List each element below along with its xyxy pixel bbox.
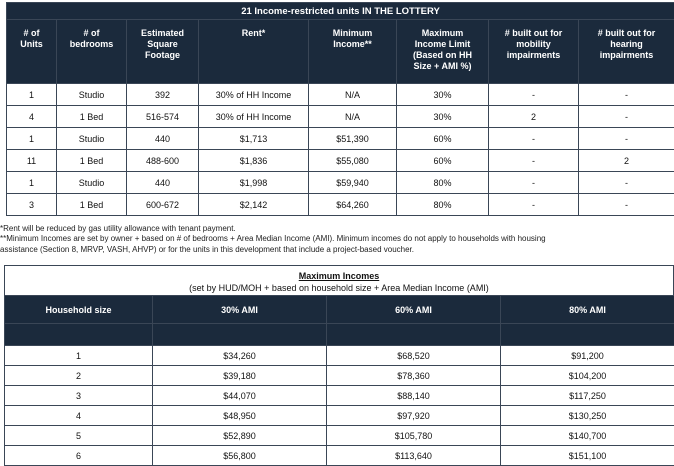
- lottery-header-6: # built out for mobility impairments: [489, 20, 579, 84]
- table-cell: $51,390: [309, 128, 397, 150]
- table-row: [5, 366, 674, 386]
- table-cell: $39,180: [153, 366, 327, 386]
- table-cell: $55,080: [309, 150, 397, 172]
- table-cell: 1: [7, 172, 57, 194]
- income-header-0: Household size: [5, 296, 153, 324]
- table-cell: 1 Bed: [57, 194, 127, 216]
- table-cell: $151,100: [501, 446, 674, 466]
- table-cell: -: [489, 172, 579, 194]
- table-row: [5, 406, 674, 426]
- table-cell: 4: [5, 406, 153, 426]
- table-cell: 2: [5, 366, 153, 386]
- table-cell: 440: [127, 172, 199, 194]
- lottery-table-title: 21 Income-restricted units IN THE LOTTERY: [7, 3, 674, 20]
- table-cell: $1,998: [199, 172, 309, 194]
- lottery-header-4: Minimum Income**: [309, 20, 397, 84]
- table-cell: 6: [5, 446, 153, 466]
- table-cell: $117,250: [501, 386, 674, 406]
- table-row: [7, 150, 674, 172]
- table-cell: $97,920: [327, 406, 501, 426]
- table-cell: 30% of HH Income: [199, 106, 309, 128]
- table-cell: 30%: [397, 106, 489, 128]
- table-row: [7, 128, 674, 150]
- table-row: [7, 172, 674, 194]
- table-cell: $104,200: [501, 366, 674, 386]
- table-cell: $56,800: [153, 446, 327, 466]
- table-cell: 392: [127, 84, 199, 106]
- table-cell: -: [489, 150, 579, 172]
- table-cell: 600-672: [127, 194, 199, 216]
- lottery-header-2: Estimated Square Footage: [127, 20, 199, 84]
- table-cell: 60%: [397, 150, 489, 172]
- lottery-header-1: # of bedrooms: [57, 20, 127, 84]
- table-cell: -: [579, 106, 674, 128]
- table-cell: 11: [7, 150, 57, 172]
- footnote-min-income-2: assistance (Section 8, MRVP, VASH, AHVP) or for the units in this development that include a project-based voucher.: [0, 245, 674, 255]
- table-cell: 5: [5, 426, 153, 446]
- table-cell: $140,700: [501, 426, 674, 446]
- table-cell: $130,250: [501, 406, 674, 426]
- table-cell: N/A: [309, 84, 397, 106]
- table-cell: -: [489, 128, 579, 150]
- footnotes: [0, 224, 674, 255]
- table-cell: $1,713: [199, 128, 309, 150]
- table-cell: $34,260: [153, 346, 327, 366]
- table-cell: 1 Bed: [57, 150, 127, 172]
- table-cell: N/A: [309, 106, 397, 128]
- table-cell: $64,260: [309, 194, 397, 216]
- table-row: [5, 426, 674, 446]
- table-cell: $91,200: [501, 346, 674, 366]
- table-cell: 80%: [397, 194, 489, 216]
- table-cell: $105,780: [327, 426, 501, 446]
- table-cell: 1: [5, 346, 153, 366]
- table-row: [5, 346, 674, 366]
- maximum-incomes-table: [4, 295, 674, 466]
- table-cell: 3: [5, 386, 153, 406]
- lottery-header-0: # of Units: [7, 20, 57, 84]
- table-cell: 2: [489, 106, 579, 128]
- footnote-rent: *Rent will be reduced by gas utility allowance with tenant payment.: [0, 224, 674, 234]
- table-cell: $78,360: [327, 366, 501, 386]
- income-table-title: Maximum Incomes: [5, 270, 673, 282]
- table-cell: $2,142: [199, 194, 309, 216]
- table-cell: Studio: [57, 128, 127, 150]
- table-cell: 1 Bed: [57, 106, 127, 128]
- income-header-2: 60% AMI: [327, 296, 501, 324]
- table-cell: 30%: [397, 84, 489, 106]
- table-cell: $52,890: [153, 426, 327, 446]
- lottery-units-table: [6, 2, 674, 216]
- table-row: [7, 194, 674, 216]
- table-cell: $1,836: [199, 150, 309, 172]
- table-cell: 4: [7, 106, 57, 128]
- table-cell: -: [579, 128, 674, 150]
- table-cell: $88,140: [327, 386, 501, 406]
- lottery-header-5: Maximum Income Limit (Based on HH Size + AMI %): [397, 20, 489, 84]
- table-cell: 440: [127, 128, 199, 150]
- table-row: [5, 386, 674, 406]
- table-cell: -: [579, 172, 674, 194]
- income-header-3: 80% AMI: [501, 296, 674, 324]
- lottery-header-7: # built out for hearing impairments: [579, 20, 674, 84]
- footnote-min-income-1: **Minimum Incomes are set by owner + based on # of bedrooms + Area Median Income (AMI). Minimum incomes do not apply to households with housing: [0, 234, 674, 244]
- table-cell: 1: [7, 84, 57, 106]
- table-row: [5, 446, 674, 466]
- table-cell: Studio: [57, 172, 127, 194]
- income-table-caption: [4, 265, 674, 295]
- table-cell: $48,950: [153, 406, 327, 426]
- table-cell: 516-574: [127, 106, 199, 128]
- table-cell: Studio: [57, 84, 127, 106]
- table-cell: -: [579, 84, 674, 106]
- table-cell: 1: [7, 128, 57, 150]
- header-band: [5, 324, 674, 346]
- table-cell: $113,640: [327, 446, 501, 466]
- table-cell: 80%: [397, 172, 489, 194]
- table-row: [7, 106, 674, 128]
- lottery-header-3: Rent*: [199, 20, 309, 84]
- table-cell: 60%: [397, 128, 489, 150]
- table-cell: $44,070: [153, 386, 327, 406]
- income-header-1: 30% AMI: [153, 296, 327, 324]
- table-cell: 30% of HH Income: [199, 84, 309, 106]
- table-cell: 3: [7, 194, 57, 216]
- table-cell: 2: [579, 150, 674, 172]
- table-cell: 488-600: [127, 150, 199, 172]
- income-table-subtitle: (set by HUD/MOH + based on household size + Area Median Income (AMI): [5, 282, 673, 294]
- table-cell: -: [489, 84, 579, 106]
- table-cell: $59,940: [309, 172, 397, 194]
- table-row: [7, 84, 674, 106]
- table-cell: -: [579, 194, 674, 216]
- table-cell: -: [489, 194, 579, 216]
- table-cell: $68,520: [327, 346, 501, 366]
